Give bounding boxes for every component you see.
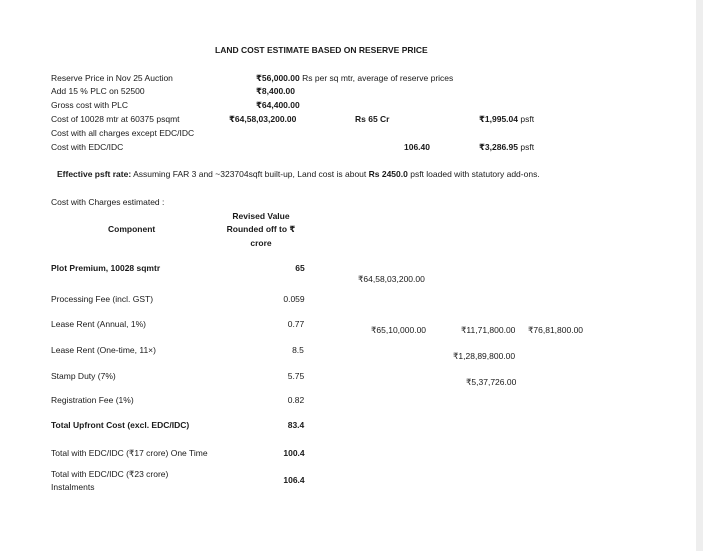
effective-text2: psft loaded with statutory add-ons. (407, 169, 540, 179)
row-lease-annual-extra1: ₹65,10,000.00 (371, 325, 427, 335)
row-plot-premium-name: Plot Premium, 10028 sqmtr (51, 263, 161, 273)
page-title: LAND COST ESTIMATE BASED ON RESERVE PRICE (215, 45, 428, 55)
edc-psft: ₹3,286.95 (479, 142, 519, 152)
gross-value: ₹64,400.00 (256, 100, 300, 110)
row-plot-premium-value: 65 (295, 263, 305, 273)
row-total-edc-instalments-name-l1: Total with EDC/IDC (₹23 crore) (51, 469, 169, 479)
plc-label: Add 15 % PLC on 52500 (51, 86, 145, 96)
cost-area-value: ₹64,58,03,200.00 (229, 114, 297, 124)
row-registration-name: Registration Fee (1%) (51, 395, 134, 405)
row-lease-onetime-extra: ₹1,28,89,800.00 (453, 351, 516, 361)
charges-heading: Cost with Charges estimated : (51, 197, 165, 207)
row-stamp-duty-name: Stamp Duty (7%) (51, 371, 116, 381)
row-lease-annual-value: 0.77 (287, 319, 305, 329)
effective-rate-line (57, 169, 540, 180)
row-total-edc-instalments-name-l2: Instalments (51, 482, 95, 492)
all-charges-label: Cost with all charges except EDC/IDC (51, 128, 195, 138)
reserve-label: Reserve Price in Nov 25 Auction (51, 73, 173, 83)
reserve-row (256, 73, 453, 84)
gross-label: Gross cost with PLC (51, 100, 128, 110)
row-total-edc-onetime-name: Total with EDC/IDC (₹17 crore) One Time (51, 448, 208, 458)
cost-area-psft: ₹1,995.04 (479, 114, 519, 124)
row-processing-name: Processing Fee (incl. GST) (51, 294, 154, 304)
col-value-header-l3: crore (250, 238, 272, 248)
cost-area-psft-row (479, 114, 534, 125)
row-total-upfront-name: Total Upfront Cost (excl. EDC/IDC) (51, 420, 190, 430)
effective-lead: Effective psft rate: (57, 169, 132, 179)
row-total-upfront-value: 83.4 (287, 420, 305, 430)
cost-area-label: Cost of 10028 mtr at 60375 psqmt (51, 114, 180, 124)
row-plot-premium-extra: ₹64,58,03,200.00 (358, 274, 425, 284)
edc-label: Cost with EDC/IDC (51, 142, 124, 152)
row-lease-annual-extra3: ₹76,81,800.00 (528, 325, 584, 335)
effective-rate: Rs 2450.0 (368, 169, 408, 179)
col-value-header-l1: Revised Value (232, 211, 290, 221)
edc-psft-row (479, 142, 534, 153)
reserve-value: ₹56,000.00 (256, 73, 300, 83)
col-component-header: Component (108, 224, 156, 234)
row-stamp-duty-value: 5.75 (287, 371, 305, 381)
row-lease-annual-name: Lease Rent (Annual, 1%) (51, 319, 146, 329)
row-processing-value: 0.059 (283, 294, 305, 304)
row-total-edc-onetime-value: 100.4 (283, 448, 305, 458)
row-lease-onetime-name: Lease Rent (One-time, 11×) (51, 345, 156, 355)
col-value-header-l2: Rounded off to ₹ (226, 224, 296, 234)
effective-text1: Assuming FAR 3 and ~323704sqft built-up, Land cost is about (131, 169, 369, 179)
row-stamp-duty-extra: ₹5,37,726.00 (466, 377, 517, 387)
row-total-edc-instalments-value: 106.4 (283, 475, 305, 485)
row-lease-onetime-value: 8.5 (292, 345, 304, 355)
reserve-note: Rs per sq mtr, average of reserve prices (302, 73, 454, 83)
edc-psft-unit: psft (520, 142, 535, 152)
cost-area-psft-unit: psft (520, 114, 535, 124)
row-lease-annual-extra2: ₹11,71,800.00 (461, 325, 516, 335)
cost-area-crore: Rs 65 Cr (355, 114, 390, 124)
page-edge (696, 0, 703, 551)
row-registration-value: 0.82 (287, 395, 305, 405)
plc-value: ₹8,400.00 (256, 86, 296, 96)
edc-value: 106.40 (404, 142, 430, 152)
